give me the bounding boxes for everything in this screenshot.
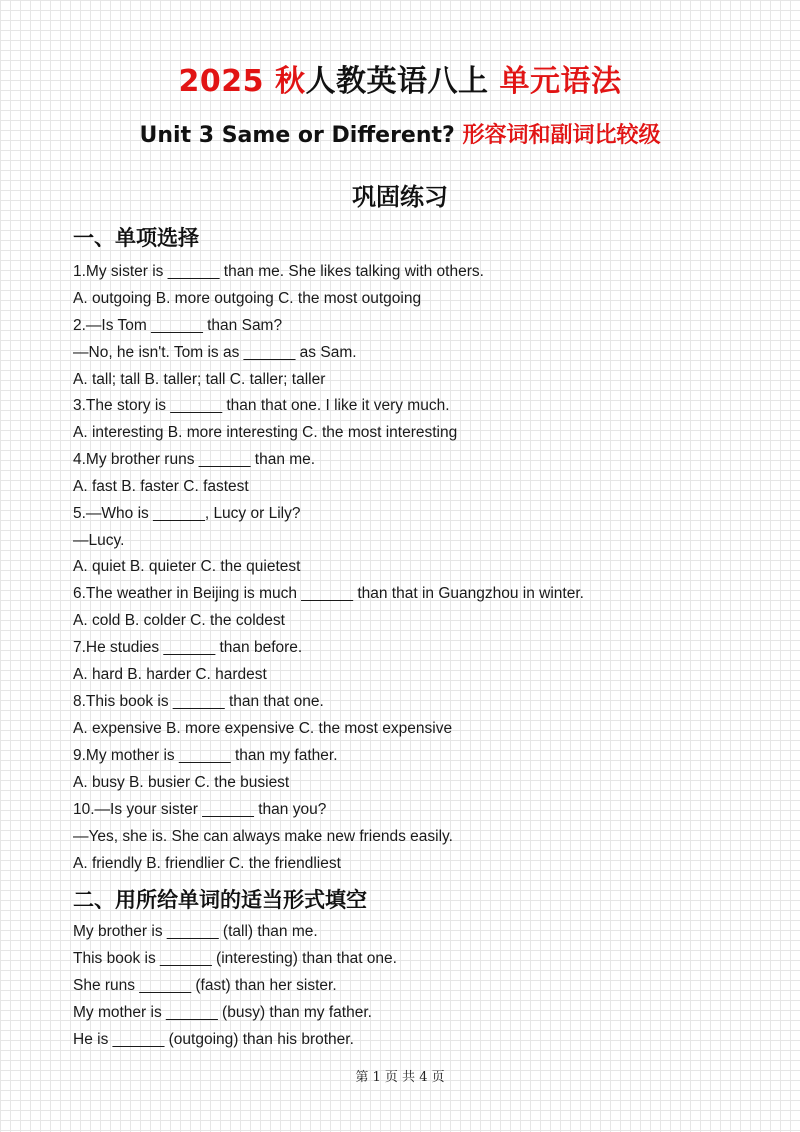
question-line: 10.—Is your sister ______ than you? <box>73 801 327 818</box>
fill-in-line: This book is ______ (interesting) than that one. <box>73 950 397 967</box>
title-term: 秋 <box>275 64 306 99</box>
question-line: 5.—Who is ______, Lucy or Lily? <box>73 505 301 522</box>
question-line: —Yes, she is. She can always make new friends easily. <box>73 828 453 845</box>
exercise-heading: 巩固练习 <box>352 182 448 211</box>
fill-in-line: My mother is ______ (busy) than my father. <box>73 1004 372 1021</box>
section2-title: 二、用所给单词的适当形式填空 <box>73 888 367 912</box>
options-line: A. cold B. colder C. the coldest <box>73 612 285 629</box>
section1-title: 一、单项选择 <box>73 226 199 250</box>
question-line: 9.My mother is ______ than my father. <box>73 747 338 764</box>
fill-in-line: She runs ______ (fast) than her sister. <box>73 977 337 994</box>
options-line: A. fast B. faster C. fastest <box>73 478 249 495</box>
fill-in-line: My brother is ______ (tall) than me. <box>73 923 318 940</box>
question-line: 6.The weather in Beijing is much ______ than that in Guangzhou in winter. <box>73 585 584 602</box>
options-line: A. outgoing B. more outgoing C. the most outgoing <box>73 290 422 307</box>
options-line: A. friendly B. friendlier C. the friendliest <box>73 855 341 872</box>
title-topic: 单元语法 <box>499 64 622 99</box>
subtitle-unit: Unit 3 Same or Different? <box>139 123 455 148</box>
options-line: A. hard B. harder C. hardest <box>73 666 267 683</box>
options-line: A. expensive B. more expensive C. the most expensive <box>73 720 453 737</box>
question-line: 1.My sister is ______ than me. She likes talking with others. <box>73 263 484 280</box>
question-line: 8.This book is ______ than that one. <box>73 693 324 710</box>
document-subtitle <box>0 118 800 149</box>
options-line: A. interesting B. more interesting C. the most interesting <box>73 424 458 441</box>
title-book: 人教英语八上 <box>305 64 489 99</box>
document-title <box>0 56 800 100</box>
question-line: —No, he isn't. Tom is as ______ as Sam. <box>73 344 357 361</box>
title-year: 2025 <box>178 64 265 99</box>
options-line: A. busy B. busier C. the busiest <box>73 774 290 791</box>
page-number: 第 1 页 共 4 页 <box>355 1070 445 1085</box>
options-line: A. quiet B. quieter C. the quietest <box>73 558 301 575</box>
question-line: —Lucy. <box>73 532 125 549</box>
subtitle-grammar: 形容词和副词比较级 <box>462 122 661 148</box>
question-line: 3.The story is ______ than that one. I like it very much. <box>73 397 450 414</box>
options-line: A. tall; tall B. taller; tall C. taller; taller <box>73 371 326 388</box>
question-line: 7.He studies ______ than before. <box>73 639 303 656</box>
question-line: 2.—Is Tom ______ than Sam? <box>73 317 283 334</box>
question-line: 4.My brother runs ______ than me. <box>73 451 316 468</box>
fill-in-line: He is ______ (outgoing) than his brother. <box>73 1031 354 1048</box>
